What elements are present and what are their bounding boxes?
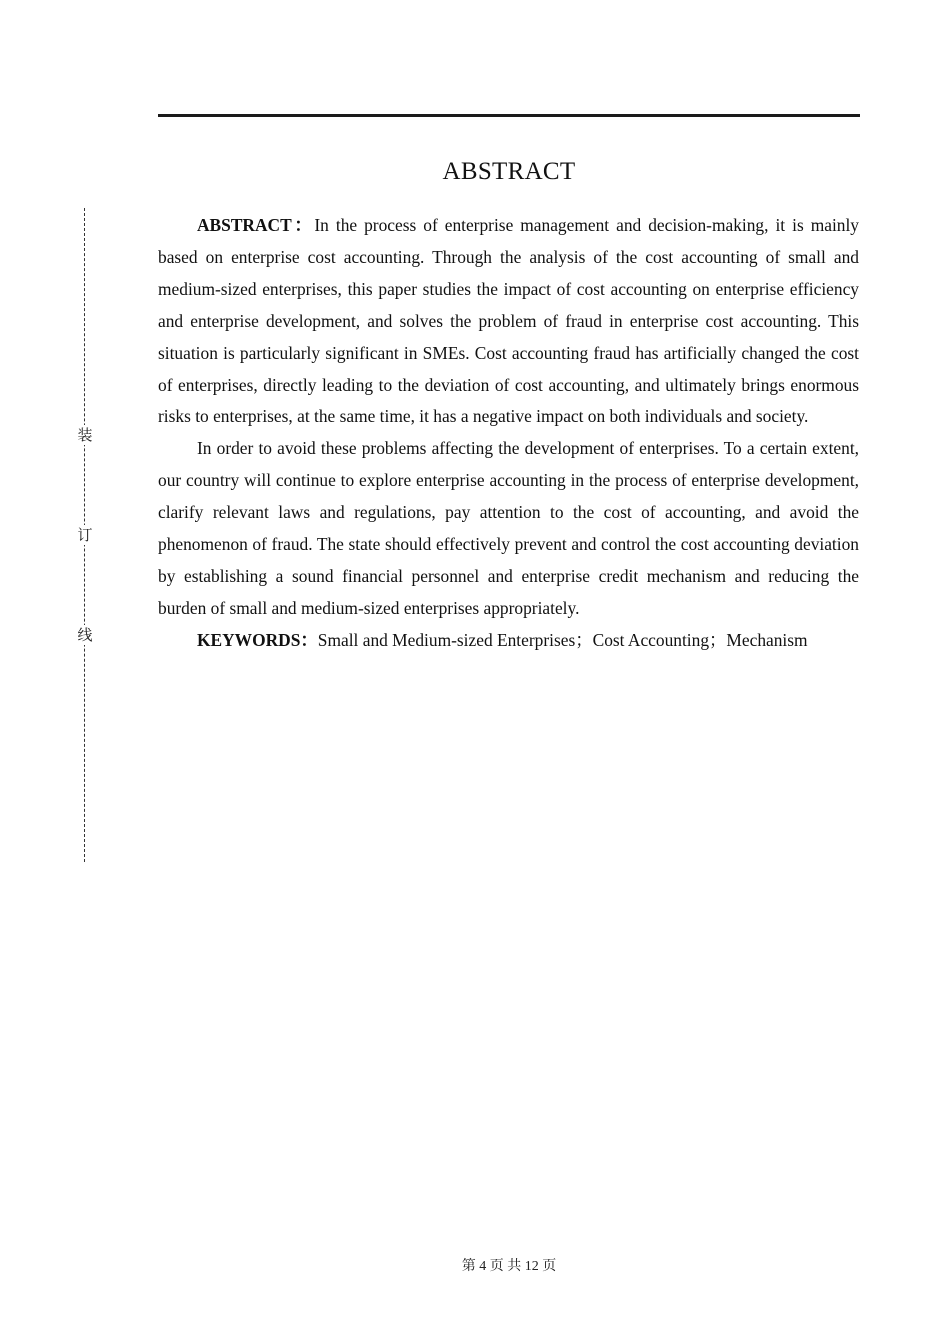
abstract-label: ABSTRACT： <box>197 215 315 235</box>
abstract-paragraph-1 <box>158 210 859 433</box>
keywords-label: KEYWORDS： <box>197 629 318 650</box>
keywords-text: Small and Medium-sized Enterprises；Cost Accounting；Mechanism <box>317 629 808 650</box>
binding-char-ding: 订 <box>75 525 95 545</box>
keywords-line <box>158 625 859 657</box>
binding-char-xian: 线 <box>75 625 95 645</box>
header-rule <box>158 114 860 117</box>
binding-char-zhuang: 装 <box>75 425 95 445</box>
abstract-paragraph-2: In order to avoid these problems affecting the development of enterprises. To a certain extent, our country will continue to explore enterprise accounting in the process of enterprise development, clarify relevant laws and regulations, pay attention to the cost of accounting, and avoid the phenomenon of fraud. The state should effectively prevent and control the cost accounting deviation by establishing a sound financial personnel and enterprise credit mechanism and reducing the burden of small and medium-sized enterprises appropriately. <box>158 438 859 618</box>
abstract-paragraph-1-text: In the process of enterprise management and decision-making, it is mainly based on enterprise cost accounting. Through the analysis of the cost accounting of small and medium-sized enterprises, this paper studies the impact of cost accounting on enterprise efficiency and enterprise development, and solves the problem of fraud in enterprise cost accounting. This situation is particularly significant in SMEs. Cost accounting fraud has artificially changed the cost of enterprises, directly leading to the deviation of cost accounting, and ultimately brings enormous risks to enterprises, at the same time, it has a negative impact on both individuals and society. <box>158 215 859 427</box>
page-number-footer: 第 4 页 共 12 页 <box>461 1259 557 1274</box>
abstract-body <box>158 210 859 657</box>
page-title: ABSTRACT <box>442 158 576 185</box>
